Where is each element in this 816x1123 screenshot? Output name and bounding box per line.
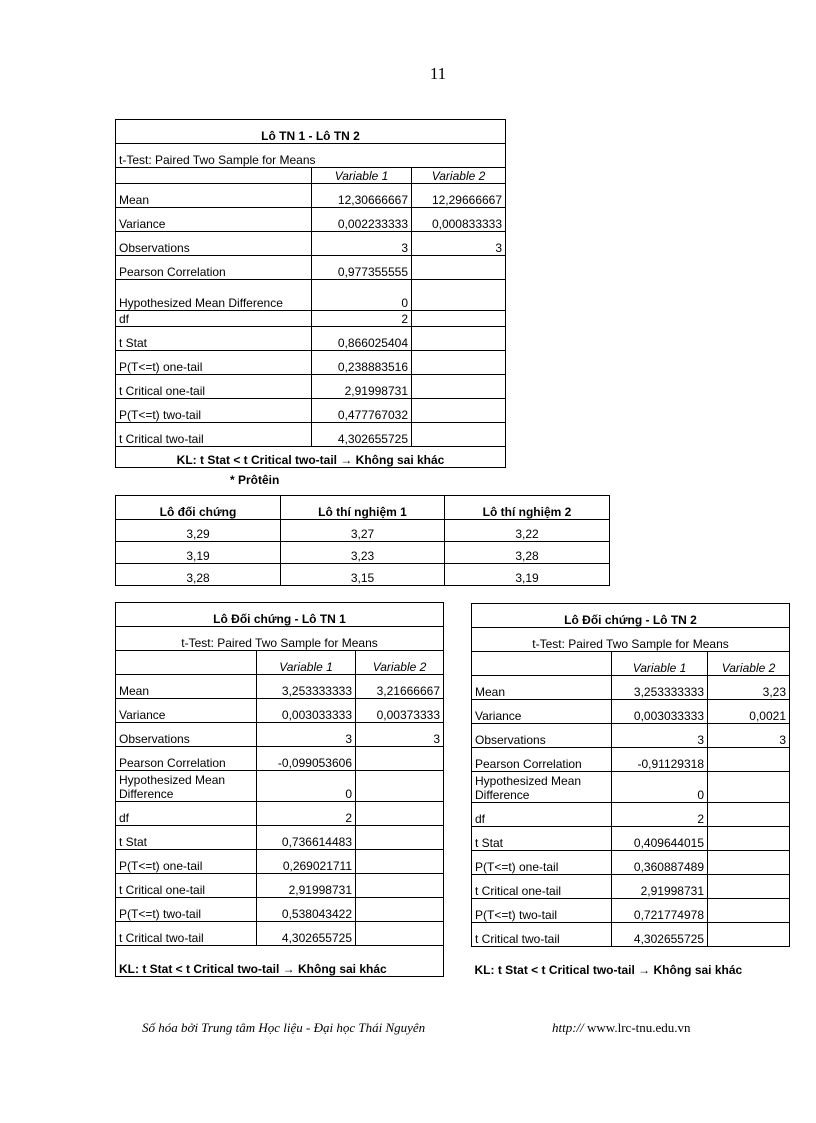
ttest-table-tn1-tn2 [115,119,506,468]
table-row: Mean 12,30666667 12,29666667 [116,184,506,208]
col-header-variable-1: Variable 1 [257,651,356,675]
table-row: Observations 3 3 [116,723,444,747]
table-row: Hypothesized Mean Difference 0 [116,771,444,802]
table-row: t Critical one-tail 2,91998731 [116,874,444,898]
table-row: Pearson Correlation -0,099053606 [116,747,444,771]
table-subtitle: t-Test: Paired Two Sample for Means [472,628,790,652]
table-row: Variance 0,002233333 0,000833333 [116,208,506,232]
col-header-variable-1: Variable 1 [312,168,412,184]
table-subtitle: t-Test: Paired Two Sample for Means [116,144,506,168]
table-row: t Critical one-tail 2,91998731 [472,875,790,899]
table-row: Pearson Correlation 0,977355555 [116,256,506,280]
table-row: t Critical two-tail 4,302655725 [472,923,790,947]
table-row: Mean 3,253333333 3,23 [472,676,790,700]
table-row: P(T<=t) two-tail 0,721774978 [472,899,790,923]
table-row: t Critical one-tail 2,91998731 [116,375,506,399]
protein-table [115,495,610,586]
table-row: t Critical two-tail 4,302655725 [116,922,444,946]
table-title: Lô TN 1 - Lô TN 2 [116,120,506,144]
table-row: t Stat 0,736614483 [116,826,444,850]
table-row: df 2 [116,802,444,826]
table-row: Observations 3 3 [116,232,506,256]
table-row: Observations 3 3 [472,724,790,748]
table-row: P(T<=t) one-tail 0,238883516 [116,351,506,375]
ttest-table-control-tn2 [471,603,790,977]
footer-digitized-by: Số hóa bởi Trung tâm Học liệu - Đại học Thái Nguyên [142,1020,426,1035]
table-row: Hypothesized Mean Difference 0 [472,772,790,803]
conclusion: KL: t Stat < t Critical two-tail → Không sai khác [116,946,444,977]
footer-url-domain: www.lrc-tnu.edu.vn [583,1020,691,1035]
table-row: Mean 3,253333333 3,21666667 [116,675,444,699]
col-header-exp-2: Lô thí nghiệm 2 [445,496,610,520]
col-header-variable-2: Variable 2 [708,652,790,676]
table-row: P(T<=t) one-tail 0,360887489 [472,851,790,875]
table-row: df 2 [472,803,790,827]
col-header-exp-1: Lô thí nghiệm 1 [281,496,445,520]
table-row: 3,28 3,15 3,19 [116,564,610,586]
table-row: t Stat 0,409644015 [472,827,790,851]
protein-label: * Prôtêin [230,473,280,487]
table-row: t Critical two-tail 4,302655725 [116,423,506,447]
table-row: Variance 0,003033333 0,0021 [472,700,790,724]
col-header-variable-2: Variable 2 [412,168,506,184]
table-subtitle: t-Test: Paired Two Sample for Means [116,627,444,651]
footer-url[interactable] [552,1020,691,1036]
table-row: Hypothesized Mean Difference 0 [116,280,506,311]
page-number: 11 [429,64,447,83]
table-row: 3,29 3,27 3,22 [116,520,610,542]
table-row: P(T<=t) two-tail 0,538043422 [116,898,444,922]
table-title: Lô Đối chứng - Lô TN 1 [116,603,444,627]
col-header-variable-1: Variable 1 [612,652,708,676]
conclusion: KL: t Stat < t Critical two-tail → Không sai khác [472,947,790,978]
table-row: df 2 [116,311,506,327]
footer-url-prefix: http:// [552,1020,584,1035]
ttest-table-control-tn1 [115,602,444,977]
table-row: t Stat 0,866025404 [116,327,506,351]
table-row: P(T<=t) two-tail 0,477767032 [116,399,506,423]
table-row: Pearson Correlation -0,91129318 [472,748,790,772]
table-row: Variance 0,003033333 0,00373333 [116,699,444,723]
col-header-variable-2: Variable 2 [356,651,444,675]
col-header-control: Lô đối chứng [116,496,281,520]
table-row: P(T<=t) one-tail 0,269021711 [116,850,444,874]
conclusion: KL: t Stat < t Critical two-tail → Không sai khác [116,447,506,468]
table-title: Lô Đối chứng - Lô TN 2 [472,604,790,628]
table-row: 3,19 3,23 3,28 [116,542,610,564]
